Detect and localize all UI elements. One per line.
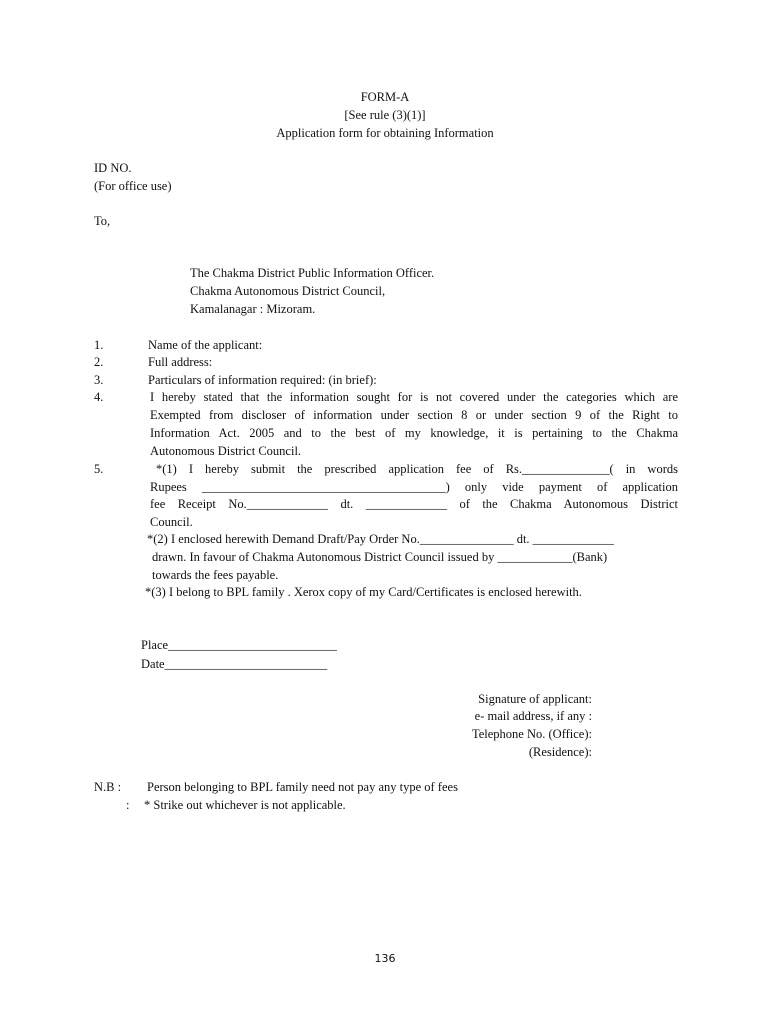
telephone-residence-label: (Residence):	[528, 745, 592, 759]
date-field: Date__________________________	[141, 657, 328, 671]
item-text-4-line-3: Information Act. 2005 and to the best of my knowledge, it is pertaining to the Chakma	[150, 426, 678, 440]
addressee-line-2: Chakma Autonomous District Council,	[190, 284, 386, 298]
item-text-5-line-3: fee Receipt No._____________ dt. _____________ of the Chakma Autonomous District	[150, 497, 678, 511]
item-text-1: Name of the applicant:	[148, 338, 263, 352]
rule-reference: [See rule (3)(1)]	[344, 108, 426, 122]
item-text-2: Full address:	[148, 355, 213, 369]
item-number-1: 1.	[94, 338, 104, 352]
item-number-3: 3.	[94, 373, 104, 387]
form-title: FORM-A	[360, 90, 410, 104]
item-text-3: Particulars of information required: (in brief):	[148, 373, 377, 387]
item-text-5-line-5: *(2) I enclosed herewith Demand Draft/Pay Order No._______________ dt. _____________	[147, 532, 614, 546]
nb-note-1: Person belonging to BPL family need not pay any type of fees	[147, 780, 458, 794]
office-use-note: (For office use)	[94, 179, 172, 193]
item-text-5-line-4: Council.	[150, 515, 193, 529]
item-text-5-line-7: towards the fees payable.	[152, 568, 279, 582]
nb-colon: :	[126, 798, 130, 812]
item-number-5: 5.	[94, 462, 104, 476]
form-subtitle: Application form for obtaining Information	[276, 126, 494, 140]
item-text-4-line-4: Autonomous District Council.	[150, 444, 302, 458]
item-number-4: 4.	[94, 390, 104, 404]
telephone-office-label: Telephone No. (Office):	[471, 727, 592, 741]
item-text-5-line-8: *(3) I belong to BPL family . Xerox copy of my Card/Certificates is enclosed herewith.	[145, 585, 582, 599]
item-text-4-line-1: I hereby stated that the information sought for is not covered under the categories which are	[150, 390, 678, 404]
item-text-5-line-1: *(1) I hereby submit the prescribed application fee of Rs.______________( in words	[156, 462, 678, 476]
nb-label: N.B :	[94, 780, 122, 794]
addressee-line-1: The Chakma District Public Information Officer.	[190, 266, 435, 280]
page-number: 136	[374, 952, 396, 965]
id-number-label: ID NO.	[94, 161, 132, 175]
item-number-2: 2.	[94, 355, 104, 369]
item-text-5-line-2: Rupees _______________________________________) only vide payment of application	[150, 480, 678, 494]
place-field: Place___________________________	[141, 638, 337, 652]
salutation: To,	[94, 214, 111, 228]
item-text-4-line-2: Exempted from discloser of information under section 8 or under section 9 of the Right to	[150, 408, 678, 422]
nb-note-2: * Strike out whichever is not applicable.	[144, 798, 346, 812]
addressee-line-3: Kamalanagar : Mizoram.	[190, 302, 316, 316]
email-label: e- mail address, if any :	[474, 709, 592, 723]
signature-label: Signature of applicant:	[478, 692, 592, 706]
item-text-5-line-6: drawn. In favour of Chakma Autonomous District Council issued by ____________(Bank)	[152, 550, 608, 564]
